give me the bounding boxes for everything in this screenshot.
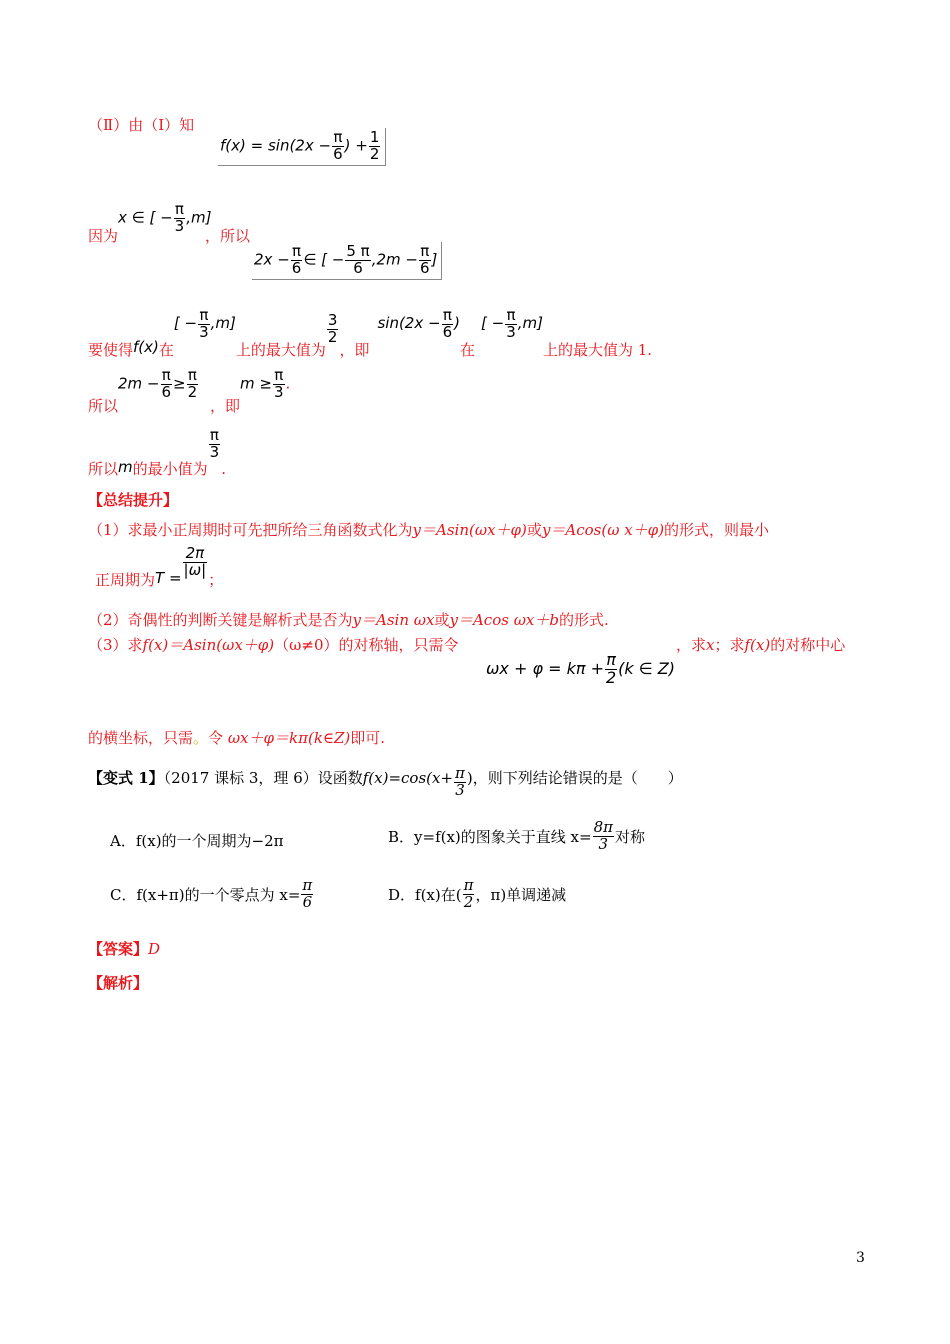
line3-int1: [ − $\frac{\pi}{3}$ ,m]	[173, 306, 236, 341]
line3-t6: 上的最大值为 1.	[542, 341, 653, 360]
range-mid: ∈ [ −	[303, 250, 345, 269]
summary-p4: 的横坐标，只需。令 ωx＋φ＝kπ(k∈Z)即可.	[88, 729, 386, 747]
summary-p2: （2）奇偶性的判断关键是解析式是否为y＝Asin ωx或y＝Acos ωx＋b的形式.	[88, 611, 609, 629]
line5-m: m	[118, 458, 133, 477]
so-label: ，所以	[205, 227, 251, 245]
analysis-label: 【解析】	[88, 974, 149, 992]
line3-t3: 上的最大值为	[235, 341, 326, 360]
line4-ineq2: m ≥ $\frac{\pi}{3}$ .	[240, 366, 291, 401]
because-label: 因为	[88, 227, 119, 245]
domain-frac: $\frac{\pi}{3}$	[174, 200, 185, 235]
formula-f-lhs: f(x) = sin(2x −	[220, 136, 332, 155]
domain-expr	[118, 202, 211, 235]
line3	[88, 306, 653, 360]
range-mid2: ,2m −	[371, 250, 418, 269]
line5-frac: $\frac{\pi}{3}$	[209, 426, 220, 461]
line3-t4: ，即	[339, 341, 370, 360]
range-rhs: ]	[431, 250, 438, 269]
line3-t5: 在	[459, 341, 475, 360]
line5-t2: 的最小值为	[132, 460, 208, 479]
line4-t2: ，即	[210, 397, 241, 415]
summary-title: 【总结提升】	[88, 491, 179, 509]
formula-f-frac1: $\frac{\pi}{6}$	[333, 128, 343, 163]
page-number: 3	[856, 1250, 865, 1266]
summary-p3-right: ，求x；求f(x)的对称中心	[676, 636, 846, 654]
line5-t3: .	[221, 460, 226, 479]
range-lhs: 2x −	[254, 250, 290, 269]
line3-sin: sin(2x − $\frac{\pi}{6}$ )	[377, 306, 460, 341]
formula-f-mid: ) +	[344, 136, 368, 155]
range-box	[252, 242, 442, 280]
line3-t1: 要使得	[88, 341, 134, 360]
summary-p3-left: （3）求f(x)＝Asin(ωx＋φ)（ω≠0）的对称轴，只需令	[88, 636, 459, 654]
option-a: A．f(x)的一个周期为−2π	[110, 832, 284, 850]
line5	[88, 426, 226, 479]
formula-f-box	[218, 128, 386, 166]
option-b: B．y=f(x)的图象关于直线 x= $\frac{8\pi}{3}$ 对称	[388, 818, 645, 853]
line3-t2: 在	[158, 341, 174, 360]
summary-p1: （1）求最小正周期时可先把所给三角函数式化为y＝Asin(ωx＋φ)或y＝Acos(ω x＋φ)的形式，则最小	[88, 521, 770, 539]
part2-heading: （Ⅱ）由（Ⅰ）知	[88, 116, 195, 134]
summary-period: 正周期为T = $\frac{2\pi}{|\omega|}$ ；	[95, 544, 224, 590]
axis-formula: ωx + φ = kπ + $\frac{\pi}{2}$ (k ∈ Z)	[486, 650, 675, 687]
option-d: D．f(x)在( $\frac{\pi}{2}$ ，π)单调递减	[388, 876, 567, 911]
domain-lhs: x ∈ [ −	[118, 208, 173, 227]
line3-fx: f(x)	[133, 338, 159, 357]
answer: 【答案】D	[88, 940, 161, 958]
variant-question: 【变式 1】（2017 课标 3，理 6）设函数f(x)=cos(x+ $\frac{\pi}{3}$ )，则下列结论错误的是（ ）	[88, 764, 683, 799]
range-frac3: $\frac{\pi}{6}$	[419, 242, 430, 277]
line3-max-frac: $\frac{3}{2}$	[327, 311, 338, 346]
line4-ineq1: 2m − $\frac{\pi}{6}$ ≥ $\frac{\pi}{2}$	[118, 366, 198, 401]
line4-t1: 所以	[88, 397, 119, 415]
option-c: C．f(x+π)的一个零点为 x= $\frac{\pi}{6}$	[110, 876, 313, 911]
range-frac2: $\frac{5 \pi}{6}$	[346, 242, 370, 277]
line5-t1: 所以	[88, 460, 119, 479]
formula-f-frac2: $\frac{1}{2}$	[369, 128, 380, 163]
line3-int2: [ − $\frac{\pi}{3}$ ,m]	[481, 306, 543, 341]
domain-rhs: ,m]	[186, 208, 212, 227]
range-frac1: $\frac{\pi}{6}$	[291, 242, 302, 277]
